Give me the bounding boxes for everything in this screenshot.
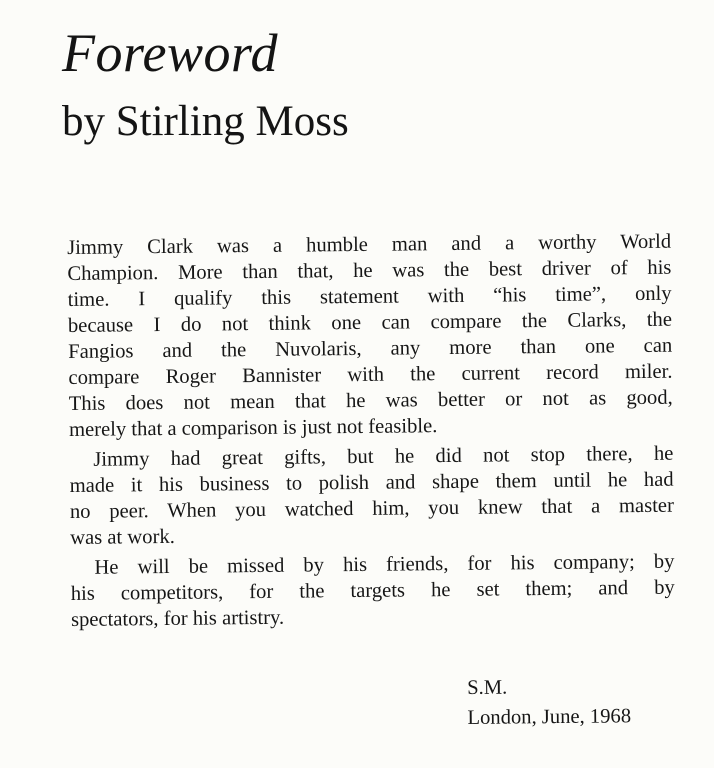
signature-place-date: London, June, 1968 — [467, 705, 632, 729]
paragraph-1 — [67, 229, 673, 443]
paragraph-2 — [69, 441, 674, 551]
paragraph-3 — [70, 549, 675, 633]
signature-block — [467, 671, 631, 733]
text-line: because I do not think one can compare the Clarks, the — [67, 308, 673, 337]
text-line: no peer. When you watched him, you knew that a master — [69, 494, 674, 523]
page-title: Foreword — [62, 23, 278, 83]
page-subtitle: by Stirling Moss — [62, 98, 349, 145]
text-line: compare Roger Bannister with the current record miler. — [68, 360, 673, 389]
text-line: his competitors, for the targets he set them; and by — [70, 576, 675, 605]
text-line: Fangios and the Nuvolaris, any more than one can — [68, 334, 673, 363]
text-line: Jimmy had great gifts, but he did not stop there, he — [93, 442, 674, 471]
text-line: made it his business to polish and shape them until he had — [69, 468, 674, 497]
signature-initials: S.M. — [467, 676, 508, 699]
text-line: Jimmy Clark was a humble man and a worthy World — [67, 230, 672, 259]
text-line: time. I qualify this statement with “his time”, only — [67, 282, 672, 311]
text-line: merely that a comparison is just not feasible. — [68, 415, 438, 441]
text-line: spectators, for his artistry. — [70, 606, 285, 631]
text-line: He will be missed by his friends, for his company; by — [94, 550, 675, 579]
text-line: Champion. More than that, he was the best driver of his — [67, 256, 672, 285]
text-line: was at work. — [70, 525, 175, 549]
text-line: This does not mean that he was better or not as good, — [68, 386, 673, 415]
foreword-body — [67, 229, 675, 633]
